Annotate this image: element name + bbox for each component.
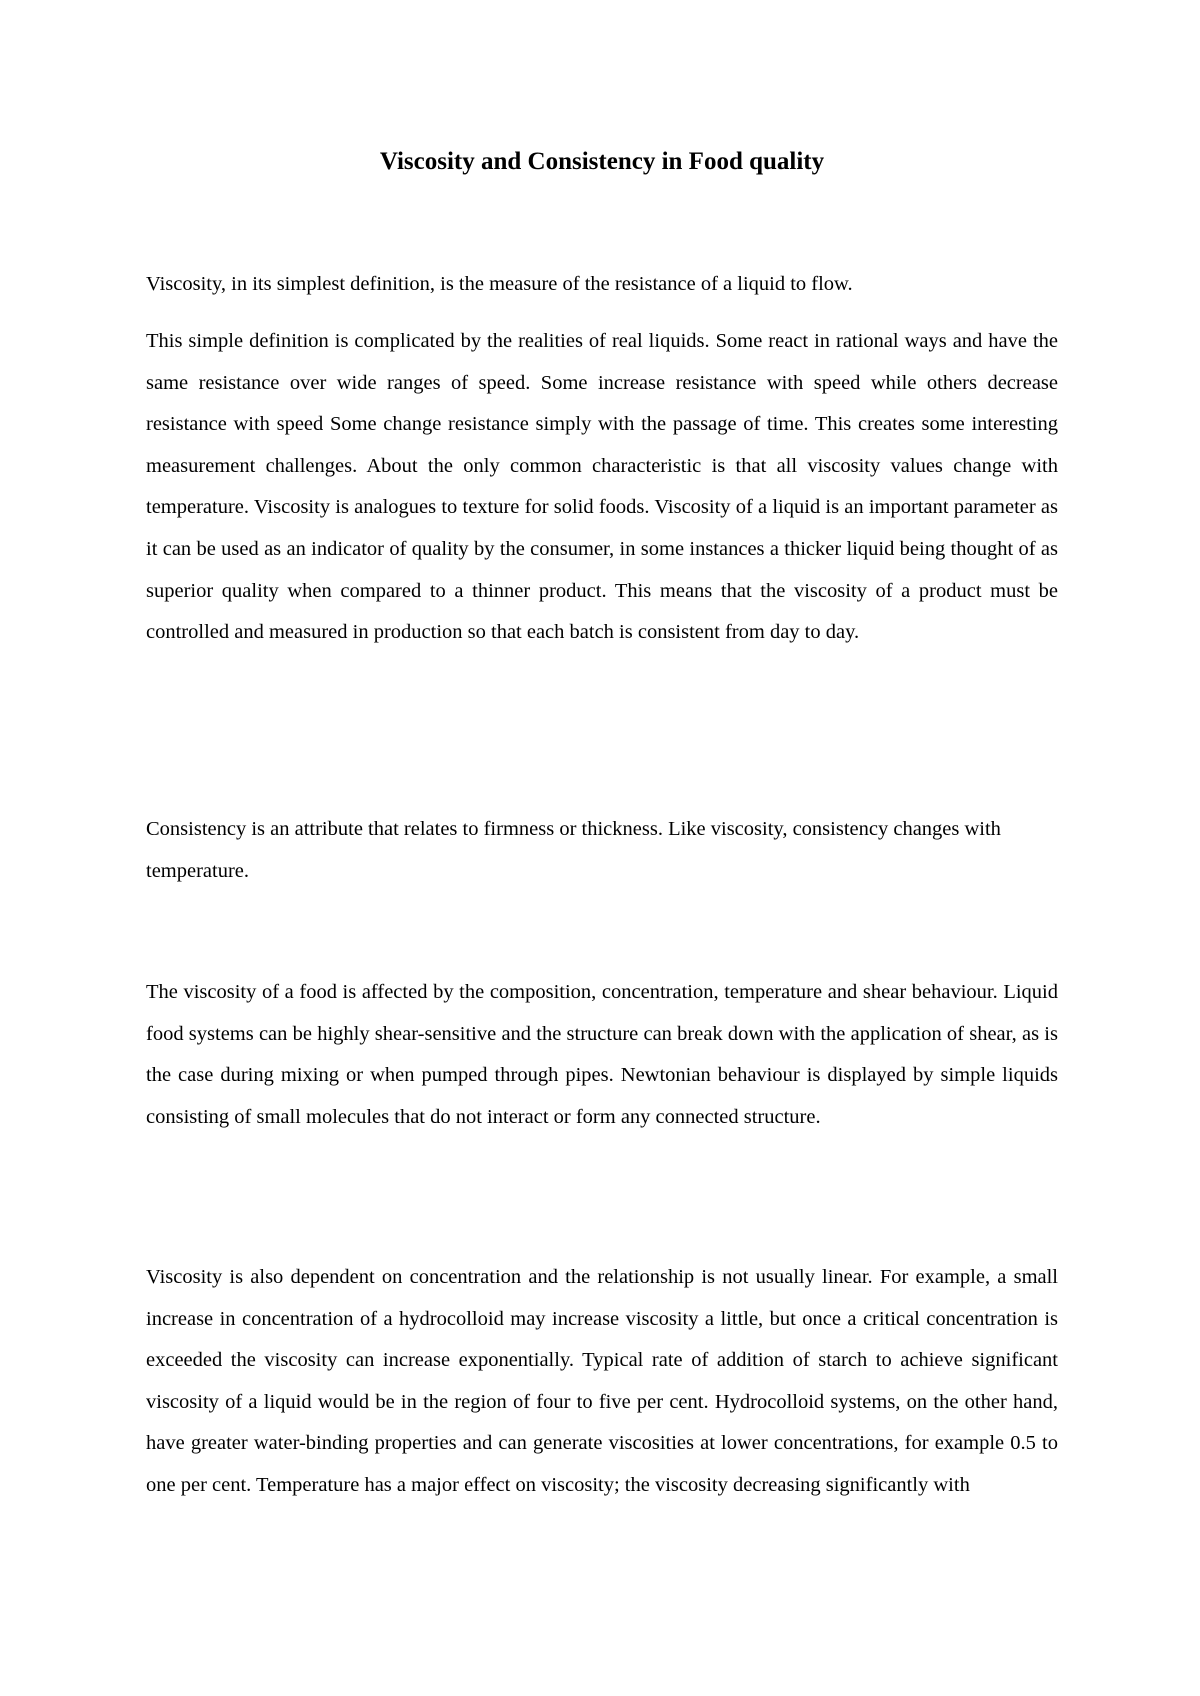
paragraph-real-liquids: This simple definition is complicated by the realities of real liquids. Some react in rational ways and have the same resistance over wide ranges of speed. Some increase resistance with speed while others decrease resistance with speed Some change resistance simply with the passage of time. This creates some interesting measurement challenges. About the only common characteristic is that all viscosity values change with temperature. Viscosity is analogues to texture for solid foods. Viscosity of a liquid is an important parameter as it can be used as an indicator of quality by the consumer, in some instances a thicker liquid being thought of as superior quality when compared to a thinner product. This means that the viscosity of a product must be controlled and measured in production so that each batch is consistent from day to day. xyxy=(146,330,1058,644)
document-title: Viscosity and Consistency in Food quality xyxy=(379,148,825,175)
paragraph-consistency: Consistency is an attribute that relates to firmness or thickness. Like viscosity, consistency changes with temperature. xyxy=(146,818,1001,882)
paragraph-viscosity-factors: The viscosity of a food is affected by the composition, concentration, temperature and shear behaviour. Liquid food systems can be highly shear-sensitive and the structure can break down with the application of shear, as is the case during mixing or when pumped through pipes. Newtonian behaviour is displayed by simple liquids consisting of small molecules that do not interact or form any connected structure. xyxy=(146,981,1058,1128)
paragraph-viscosity-definition: Viscosity, in its simplest definition, is the measure of the resistance of a liquid to flow. xyxy=(146,273,853,295)
paragraph-concentration: Viscosity is also dependent on concentration and the relationship is not usually linear. For example, a small increase in concentration of a hydrocolloid may increase viscosity a little, but once a critical concentration is exceeded the viscosity can increase exponentially. Typical rate of addition of starch to achieve significant viscosity of a liquid would be in the region of four to five per cent. Hydrocolloid systems, on the other hand, have greater water-binding properties and can generate viscosities at lower concentrations, for example 0.5 to one per cent. Temperature has a major effect on viscosity; the viscosity decreasing significantly with xyxy=(146,1266,1058,1496)
document-page xyxy=(146,0,1058,1696)
